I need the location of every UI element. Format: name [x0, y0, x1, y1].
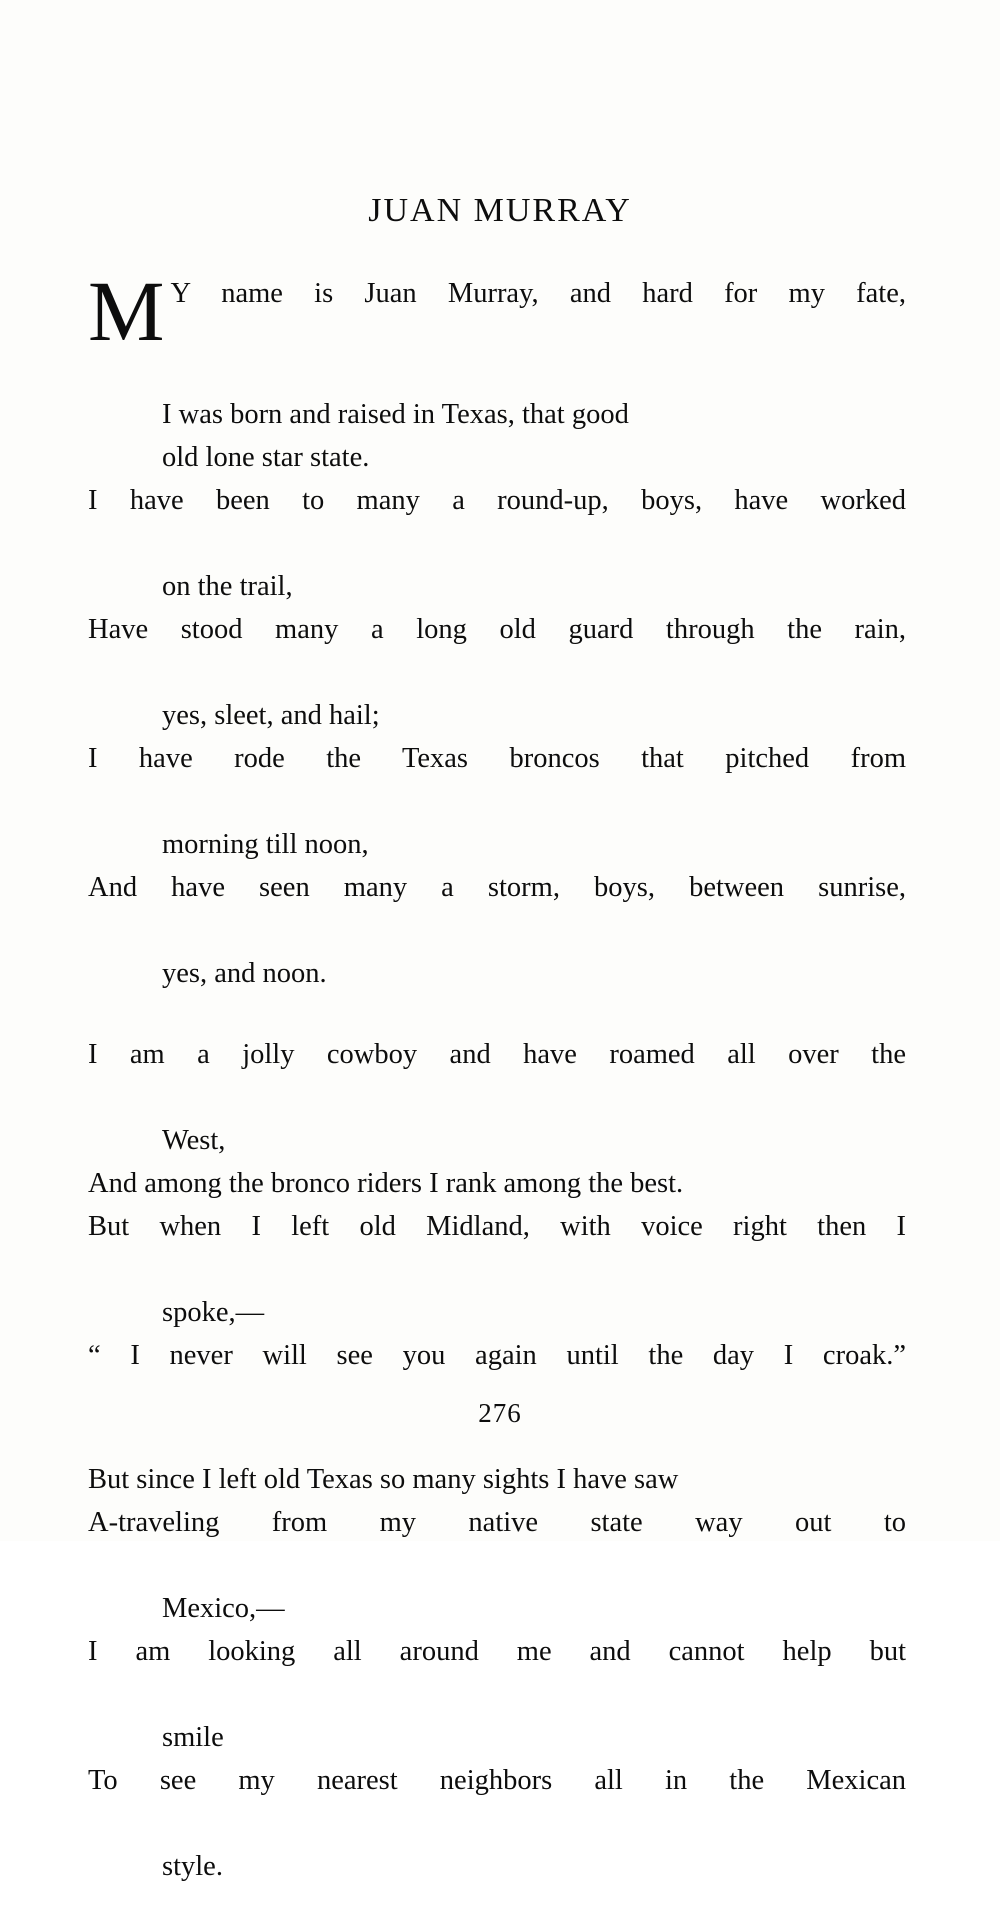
poem-line-text: And have seen many a storm, boys, between sunrise, — [88, 872, 906, 903]
poem-line-indent — [88, 393, 906, 436]
poem-line-text: I was born and raised in Texas, that good — [162, 399, 629, 430]
poem-line-indent — [88, 436, 906, 479]
poem-line-indent — [88, 1119, 906, 1162]
poem-line — [88, 479, 906, 565]
poem-line — [88, 1291, 906, 1334]
poem-line — [88, 866, 906, 952]
poem-line — [88, 1458, 906, 1501]
poem-line — [88, 1587, 906, 1630]
poem-line-indent — [88, 565, 906, 608]
poem-line-text: I am a jolly cowboy and have roamed all over the — [88, 1039, 906, 1070]
poem-line-text: I have been to many a round-up, boys, have worked — [88, 485, 906, 516]
page-number: 276 — [478, 1398, 522, 1428]
poem-line-indent — [88, 694, 906, 737]
poem-line-indent — [88, 823, 906, 866]
poem-line — [88, 823, 906, 866]
poem-line — [88, 393, 906, 436]
poem-line-indent — [88, 1587, 906, 1630]
stanza — [88, 1033, 906, 1420]
poem-line — [88, 1162, 906, 1205]
poem-line-text: on the trail, — [162, 571, 293, 602]
poem-line-text: Have stood many a long old guard through the rain, — [88, 614, 906, 645]
poem-line — [88, 1716, 906, 1759]
poem-line-text: yes, and noon. — [162, 958, 327, 989]
poem-line-text: “ I never will see you again until the day I croak.” — [88, 1340, 906, 1371]
poem-line — [88, 1845, 906, 1888]
poem-line — [88, 436, 906, 479]
poem-line-text: West, — [162, 1125, 226, 1156]
poem-line — [88, 694, 906, 737]
poem-line-indent — [88, 1845, 906, 1888]
poem-line — [88, 1119, 906, 1162]
page-title: JUAN MURRAY — [368, 192, 632, 229]
poem-line-text: smile — [162, 1722, 224, 1753]
poem-line-indent — [88, 1291, 906, 1334]
poem-line-text: Mexico,— — [162, 1593, 285, 1624]
poem-line-text: spoke,— — [162, 1297, 265, 1328]
poem-line-indent — [88, 1716, 906, 1759]
stanza — [88, 263, 906, 995]
poem-line-text: Y name is Juan Murray, and hard for my fate, — [170, 278, 906, 309]
poem-line-text: And among the bronco riders I rank among the best. — [88, 1168, 684, 1199]
poem-line — [88, 952, 906, 995]
poem-line — [88, 1033, 906, 1119]
poem-body — [88, 263, 906, 1926]
poem-line — [88, 1205, 906, 1291]
poem-line-text: old lone star state. — [162, 442, 370, 473]
poem-line-text: To see my nearest neighbors all in the Mexican — [88, 1765, 906, 1796]
poem-line — [88, 737, 906, 823]
drop-cap: M — [88, 263, 165, 359]
stanza — [88, 1458, 906, 1888]
poem-line-indent — [88, 952, 906, 995]
poem-line — [88, 1630, 906, 1716]
poem-line-text: A-traveling from my native state way out to — [88, 1507, 906, 1538]
poem-line-text: I am looking all around me and cannot help but — [88, 1636, 906, 1667]
poem-line — [88, 1501, 906, 1587]
poem-line-text: yes, sleet, and hail; — [162, 700, 380, 731]
poem-line — [88, 608, 906, 694]
poem-line — [88, 263, 906, 393]
poem-line-text: I have rode the Texas broncos that pitched from — [88, 743, 906, 774]
poem-line-text: But when I left old Midland, with voice right then I — [88, 1211, 906, 1242]
poem-line-text: morning till noon, — [162, 829, 369, 860]
poem-line-text: But since I left old Texas so many sights I have saw — [88, 1464, 679, 1495]
poem-line-text: style. — [162, 1851, 223, 1882]
poem-line — [88, 565, 906, 608]
poem-line — [88, 1759, 906, 1845]
